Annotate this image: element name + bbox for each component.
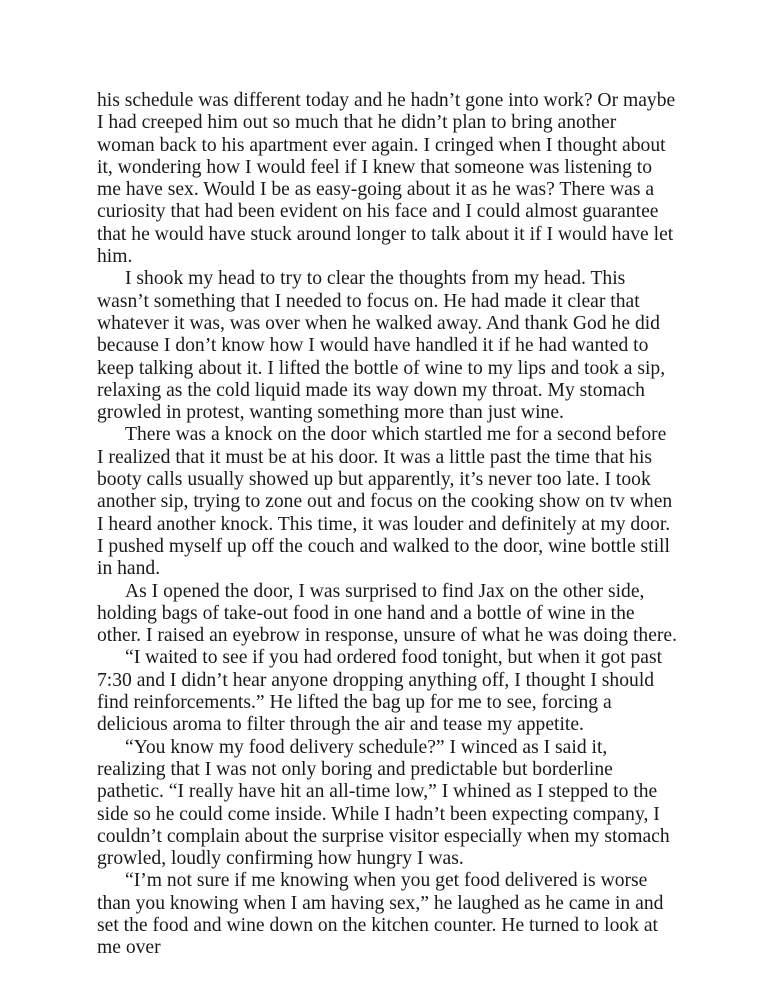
paragraph-5: “I waited to see if you had ordered food tonight, but when it got past 7:30 and I didn’t hear anyone dropping anything off, I thought I should find reinforcements.” He lifted the bag up for me to see, forcing a delicious aroma to filter through the air and tease my appetite. (97, 647, 663, 736)
paragraph-1: his schedule was different today and he hadn’t gone into work? Or maybe I had creeped him out so much that he didn’t plan to bring another woman back to his apartment ever again. I cringed when I thought about it, wondering how I would feel if I knew that someone was listening to me have sex. Would I be as easy-going about it as he was? There was a curiosity that had been evident on his face and I could almost guarantee that he would have stuck around longer to talk about it if I would have let him. (97, 90, 676, 268)
document-page (97, 90, 677, 960)
paragraph-4: As I opened the door, I was surprised to find Jax on the other side, holding bags of take-out food in one hand and a bottle of wine in the other. I raised an eyebrow in response, unsure of what he was doing there. (97, 580, 678, 647)
paragraph-6: “You know my food delivery schedule?” I winced as I said it, realizing that I was not only boring and predictable but borderline pathetic. “I really have hit an all-time low,” I whined as I stepped to the side so he could come inside. While I hadn’t been expecting company, I couldn’t complain about the surprise visitor especially when my stomach growled, loudly confirming how hungry I was. (97, 736, 670, 870)
paragraph-7: “I’m not sure if me knowing when you get food delivered is worse than you knowing when I am having sex,” he laughed as he came in and set the food and wine down on the kitchen counter. He turned to look at me over (97, 870, 664, 959)
paragraph-2: I shook my head to try to clear the thoughts from my head. This wasn’t something that I needed to focus on. He had made it clear that whatever it was, was over when he walked away. And thank God he did because I don’t know how I would have handled it if he had wanted to keep talking about it. I lifted the bottle of wine to my lips and took a sip, relaxing as the cold liquid made its way down my throat. My stomach growled in protest, wanting something more than just wine. (97, 268, 666, 424)
paragraph-3: There was a knock on the door which startled me for a second before I realized that it must be at his door. It was a little past the time that his booty calls usually showed up but apparently, it’s never too late. I took another sip, trying to zone out and focus on the cooking show on tv when I heard another knock. This time, it was louder and definitely at my door. I pushed myself up off the couch and walked to the door, wine bottle still in hand. (97, 424, 673, 580)
